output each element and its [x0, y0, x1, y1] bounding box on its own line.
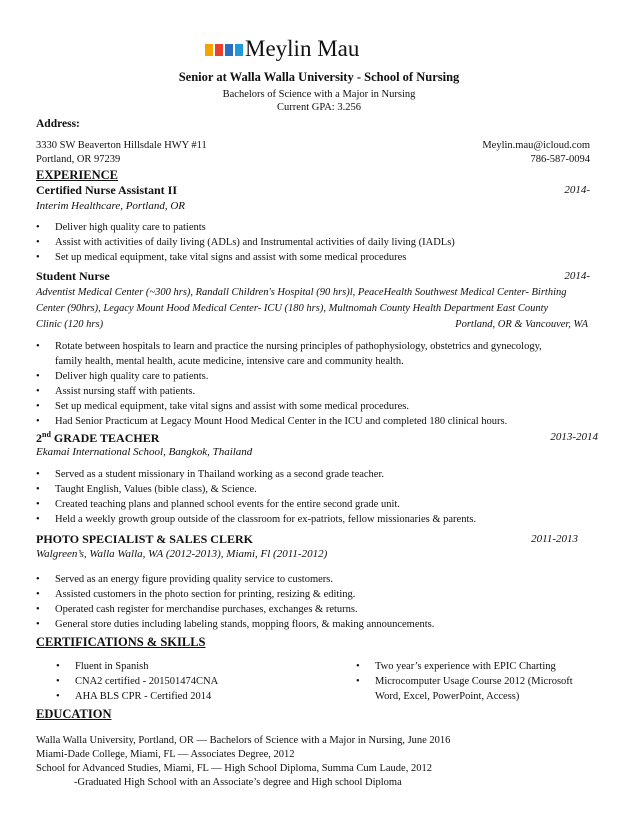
job-duties: [36, 572, 434, 632]
list-item: • Assist with activities of daily living (ADLs) and Instrumental activities of daily living (IADLs): [36, 235, 455, 250]
job-dates: 2011-2013: [531, 533, 578, 545]
list-item: • Deliver high quality care to patients.: [36, 369, 542, 384]
degree-line: Bachelors of Science with a Major in Nursing: [222, 89, 416, 100]
list-item: • Set up medical equipment, take vital signs and assist with some medical procedures.: [36, 399, 542, 414]
job-employer: Adventist Medical Center (~300 hrs), Randall Children's Hospital (90 hrs)l, PeaceHealth Southwest Medical Center- Birthing: [36, 287, 567, 298]
list-item: • AHA BLS CPR - Certified 2014: [56, 689, 218, 704]
phone: 786-587-0094: [530, 154, 590, 165]
job-title: Student Nurse: [36, 269, 110, 283]
skills-right-list: [356, 659, 573, 704]
list-item: • Created teaching plans and planned school events for the entire second grade unit.: [36, 497, 476, 512]
list-item: • Served as a student missionary in Thailand working as a second grade teacher.: [36, 467, 476, 482]
job-location: Portland, OR & Vancouver, WA: [455, 319, 588, 330]
logo-squares-icon: [205, 44, 243, 56]
headline: Senior at Walla Walla University - School of Nursing: [178, 70, 460, 84]
job-employer: Walgreen’s, Walla Walla, WA (2012-2013), Miami, Fl (2011-2012): [36, 548, 328, 560]
certifications-heading: CERTIFICATIONS & SKILLS: [36, 635, 206, 649]
list-item: • Set up medical equipment, take vital signs and assist with some medical procedures: [36, 250, 455, 265]
list-item: • Rotate between hospitals to learn and practice the nursing principles of pathophysiology, obstetrics and gynecology,: [36, 339, 542, 354]
job-employer: Clinic (120 hrs): [36, 319, 104, 330]
address-street: 3330 SW Beaverton Hillsdale HWY #11: [36, 140, 207, 151]
education-line: Miami-Dade College, Miami, FL — Associates Degree, 2012: [36, 749, 295, 760]
list-item: • Deliver high quality care to patients: [36, 220, 455, 235]
job-title-rest: GRADE TEACHER: [50, 431, 160, 445]
job-dates: 2014-: [564, 270, 590, 282]
address-label: Address:: [36, 118, 80, 130]
list-item: • Taught English, Values (bible class), & Science.: [36, 482, 476, 497]
education-note: -Graduated High School with an Associate’s degree and High school Diploma: [74, 777, 402, 788]
education-heading: EDUCATION: [36, 707, 112, 721]
job-dates: 2013-2014: [550, 431, 598, 443]
education-line: Walla Walla University, Portland, OR — Bachelors of Science with a Major in Nursing, June 2016: [36, 735, 451, 746]
list-item: • Served as an energy figure providing quality service to customers.: [36, 572, 434, 587]
list-item: Word, Excel, PowerPoint, Access): [375, 691, 520, 702]
list-item: • Two year’s experience with EPIC Charting: [356, 659, 573, 674]
list-item: • Assisted customers in the photo section for printing, resizing & editing.: [36, 587, 434, 602]
job-dates: 2014-: [564, 184, 590, 196]
job-employer: Center (90hrs), Legacy Mount Hood Medical Center- ICU (180 hrs), Multnomah County Health Department East County: [36, 303, 549, 314]
list-item: • General store duties including labeling stands, mopping floors, & making announcements.: [36, 617, 434, 632]
experience-heading: EXPERIENCE: [36, 168, 118, 182]
email: Meylin.mau@icloud.com: [482, 140, 590, 151]
job-title: Certified Nurse Assistant II: [36, 183, 177, 197]
list-item: • Had Senior Practicum at Legacy Mount Hood Medical Center in the ICU and completed 180 clinical hours.: [36, 414, 542, 429]
job-title: PHOTO SPECIALIST & SALES CLERK: [36, 532, 253, 546]
job-title: [36, 430, 159, 446]
job-duties: [36, 339, 542, 429]
job-title-suffix: nd: [42, 430, 51, 439]
job-duties: [36, 467, 476, 527]
list-item: • Microcomputer Usage Course 2012 (Microsoft: [356, 674, 573, 689]
list-item: • Operated cash register for merchandise purchases, exchanges & returns.: [36, 602, 434, 617]
job-title-number: 2: [36, 431, 42, 445]
list-item: • Fluent in Spanish: [56, 659, 218, 674]
list-item: family health, mental health, acute medicine, intensive care and community health.: [55, 356, 404, 367]
gpa-line: Current GPA: 3.256: [277, 102, 361, 113]
job-duties: [36, 220, 455, 265]
education-line: School for Advanced Studies, Miami, FL — High School Diploma, Summa Cum Laude, 2012: [36, 763, 432, 774]
job-employer: Interim Healthcare, Portland, OR: [36, 200, 185, 212]
skills-left-list: [56, 659, 218, 704]
list-item: • Held a weekly growth group outside of the classroom for ex-patriots, fellow missionaries & parents.: [36, 512, 476, 527]
list-item: • Assist nursing staff with patients.: [36, 384, 542, 399]
job-employer: Ekamai International School, Bangkok, Thailand: [36, 446, 253, 458]
candidate-name: Meylin Mau: [245, 36, 360, 61]
address-city: Portland, OR 97239: [36, 154, 121, 165]
list-item: • CNA2 certified - 201501474CNA: [56, 674, 218, 689]
